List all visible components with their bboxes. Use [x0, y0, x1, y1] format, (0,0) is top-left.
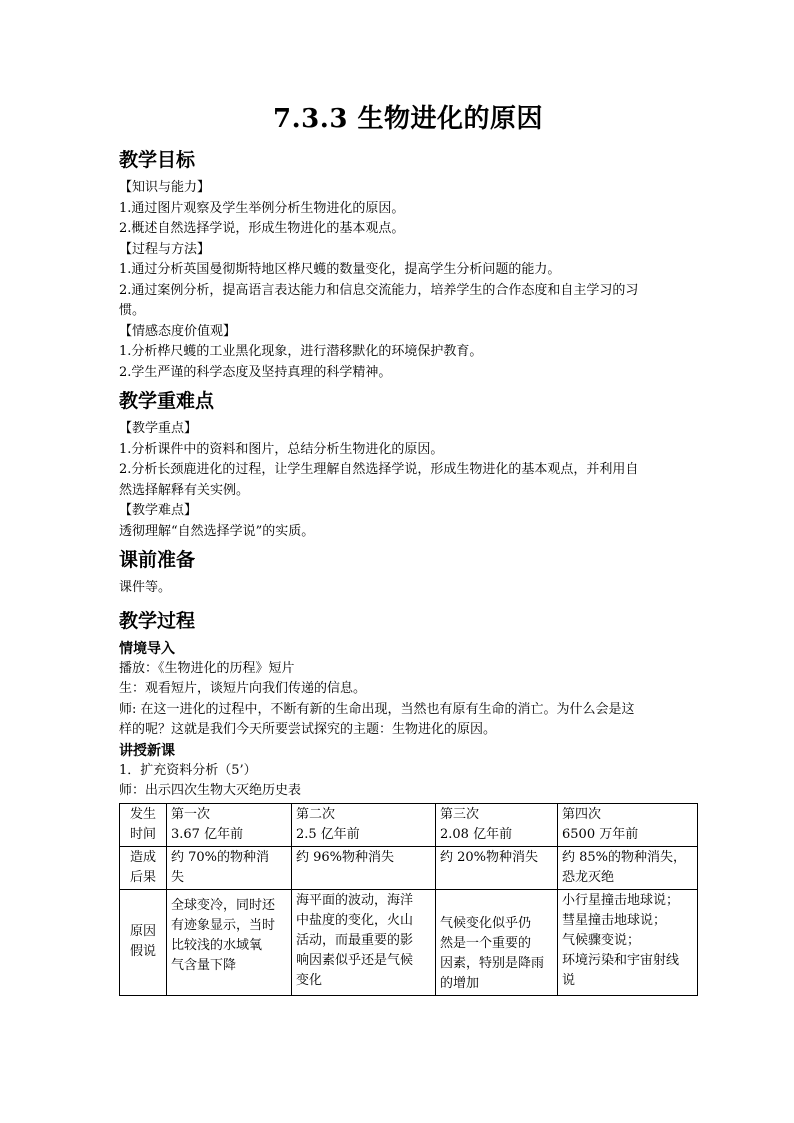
goals-line: 1.通过图片观察及学生举例分析生物进化的原因。: [119, 200, 405, 216]
new-lesson-line: 师：出示四次生物大灭绝历史表: [119, 783, 302, 798]
goals-line: 2.概述自然选择学说，形成生物进化的基本观点。: [119, 221, 405, 236]
table-cell: 第四次 6500 万年前: [558, 803, 698, 846]
row-header-time: 发生 时间: [120, 803, 167, 846]
prep-line: 课件等。: [119, 580, 172, 595]
extinction-table: [119, 803, 698, 996]
goals-line: 2.学生严谨的科学态度及坚持真理的科学精神。: [119, 364, 392, 380]
table-cell: 第三次 2.08 亿年前: [436, 803, 558, 846]
key-points-line: 【教学重点】: [119, 421, 198, 436]
section-heading-goals: 教学目标: [119, 149, 196, 171]
goals-line: 【过程与方法】: [119, 241, 211, 257]
table-cell: 第一次 3.67 亿年前: [167, 803, 292, 846]
table-cell: 全球变冷，同时还 有迹象显示，当时 比较浅的水域氧 气含量下降: [167, 889, 292, 995]
key-points-line: 2.分析长颈鹿进化的过程，让学生理解自然选择学说，形成生物进化的基本观点，并利用自: [119, 462, 639, 477]
intro-line: 师: 在这一进化的过程中，不断有新的生命出现，当然也有原有生命的消亡。为什么会是这: [119, 701, 635, 717]
intro-line: 样的呢？这就是我们今天所要尝试探究的主题：生物进化的原因。: [119, 722, 497, 737]
table-cell: 小行星撞击地球说； 彗星撞击地球说； 气候骤变说； 环境污染和宇宙射线 说: [558, 889, 698, 995]
table-cell: 约 85%的物种消失， 恐龙灭绝: [558, 846, 698, 889]
intro-line: 播放：《生物进化的历程》短片: [119, 660, 295, 676]
goals-line: 【知识与能力】: [119, 180, 211, 195]
goals-list: [119, 178, 697, 383]
goals-line: 惯。: [119, 303, 146, 318]
table-cell: 约 96%物种消失: [292, 846, 436, 889]
table-cell: 海平面的波动，海洋 中盐度的变化，火山 活动，而最重要的影 响因素似乎还是气候 变化: [292, 889, 436, 995]
key-points-list: [119, 419, 697, 542]
key-points-line: 1.分析课件中的资料和图片，总结分析生物进化的原因。: [119, 441, 444, 457]
goals-line: 【情感态度价值观】: [119, 323, 237, 339]
subheading-intro: 情境导入: [119, 640, 175, 657]
table-row: [120, 846, 698, 889]
section-heading-key-points: 教学重难点: [119, 390, 215, 412]
goals-line: 1.通过分析英国曼彻斯特地区桦尺蠖的数量变化，提高学生分析问题的能力。: [119, 262, 561, 277]
key-points-line: 透彻理解“自然选择学说”的实质。: [119, 523, 315, 539]
table-cell: 约 70%的物种消 失: [167, 846, 292, 889]
document-body: [119, 146, 697, 996]
table-cell: 第二次 2.5 亿年前: [292, 803, 436, 846]
goals-line: 2.通过案例分析，提高语言表达能力和信息交流能力，培养学生的合作态度和自主学习的习: [119, 282, 639, 298]
table-row: [120, 889, 698, 995]
table-cell: 气候变化似乎仍 然是一个重要的 因素，特别是降雨 的增加: [436, 889, 558, 995]
document-title: 7.3.3 生物进化的原因: [273, 104, 543, 134]
section-heading-process: 教学过程: [119, 609, 196, 632]
table-cell: 约 20%物种消失: [436, 846, 558, 889]
intro-line: 生：观看短片，谈短片向我们传递的信息。: [119, 681, 367, 696]
row-header-cause: 原因 假说: [120, 889, 167, 995]
section-heading-prep: 课前准备: [119, 549, 196, 571]
subheading-new-lesson: 讲授新课: [119, 742, 175, 759]
table-row: [120, 803, 698, 846]
key-points-line: 【教学难点】: [119, 503, 198, 518]
new-lesson-line: 1．扩充资料分析（5’）: [119, 762, 257, 778]
key-points-line: 然选择解释有关实例。: [119, 482, 250, 498]
goals-line: 1.分析桦尺蠖的工业黑化现象，进行潜移默化的环境保护教育。: [119, 344, 483, 359]
row-header-result: 造成 后果: [120, 846, 167, 889]
